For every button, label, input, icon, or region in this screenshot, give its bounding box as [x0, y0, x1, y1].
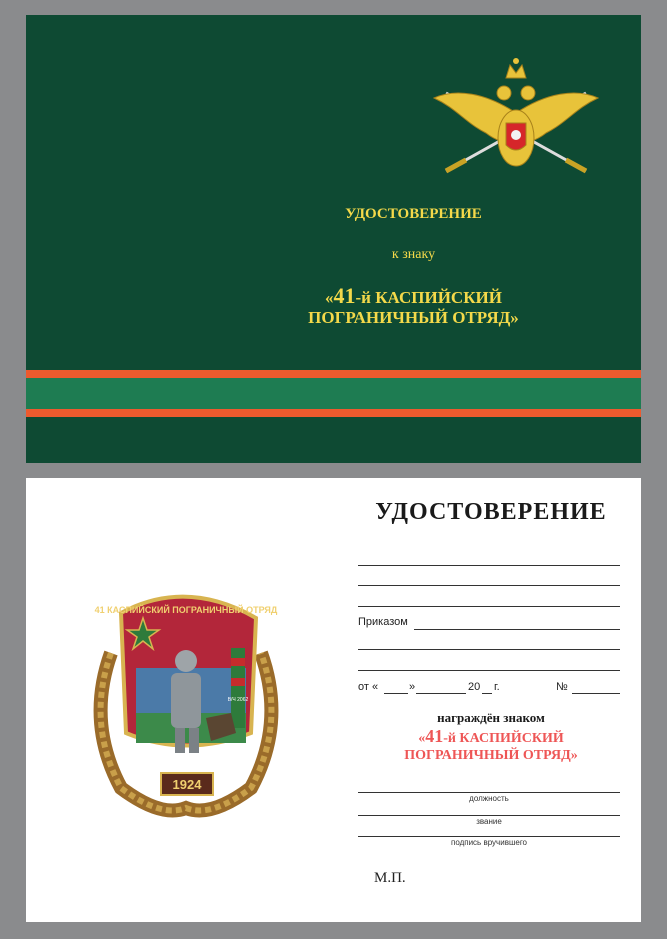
signature-caption: подпись вручившего [450, 838, 528, 847]
awarded-label: награждён знаком [437, 710, 545, 725]
position-line [358, 792, 620, 793]
badge-number: 41 [425, 726, 444, 746]
badge-post-label: В/Ч 2062 [227, 697, 249, 703]
year-line [482, 693, 492, 694]
cover-title: УДОСТОВЕРЕНИЕ [345, 206, 482, 222]
blank-line-1 [358, 565, 620, 566]
certificate-badge-name-line2: ПОГРАНИЧНЫЙ ОТРЯД» [404, 748, 578, 763]
day-line [384, 693, 408, 694]
certificate-badge-name-line1 [356, 728, 626, 747]
order-label: Приказом [358, 616, 408, 628]
blank-line-3 [358, 606, 620, 607]
month-line [416, 693, 466, 694]
badge-name-rest: -й КАСПИЙСКИЙ [355, 288, 502, 307]
badge-arc-text: 41 КАСПИЙСКИЙ ПОГРАНИЧНЫЙ ОТРЯД [94, 605, 278, 615]
open-quote: « [325, 288, 334, 307]
open-quote: « [418, 731, 426, 746]
border-guard-badge-image [81, 583, 291, 823]
certificate-badge-name [356, 728, 626, 764]
signature-line [358, 836, 620, 837]
certificate-cover [26, 15, 641, 463]
date-from-label: от « [358, 681, 379, 693]
cover-badge-name-line1 [226, 283, 601, 308]
double-headed-eagle-icon [426, 53, 606, 178]
certificate-page [26, 478, 641, 922]
blank-line-2 [358, 585, 620, 586]
stamp-label: М.П. [374, 870, 406, 886]
blank-line-4 [358, 649, 620, 650]
cover-badge-name-line2: ПОГРАНИЧНЫЙ ОТРЯД» [308, 308, 519, 327]
rank-line [358, 815, 620, 816]
cover-subtitle: к знаку [391, 247, 436, 262]
number-line [572, 693, 620, 694]
number-label: № [556, 681, 568, 693]
position-caption: должность [469, 794, 509, 803]
certificate-title: УДОСТОВЕРЕНИЕ [375, 499, 607, 525]
year-prefix: 20 [468, 681, 481, 693]
date-quote-close: » [409, 681, 416, 693]
orange-stripe-top [26, 370, 641, 378]
badge-year: 1924 [172, 777, 202, 792]
orange-stripe-bottom [26, 409, 641, 417]
blank-line-5 [358, 670, 620, 671]
badge-name-rest: -й КАСПИЙСКИЙ [443, 731, 564, 746]
green-stripe [26, 378, 641, 409]
year-suffix: г. [494, 681, 500, 693]
cover-badge-name [226, 283, 601, 328]
rank-caption: звание [476, 817, 502, 826]
badge-number: 41 [333, 283, 356, 308]
order-line [414, 629, 620, 630]
